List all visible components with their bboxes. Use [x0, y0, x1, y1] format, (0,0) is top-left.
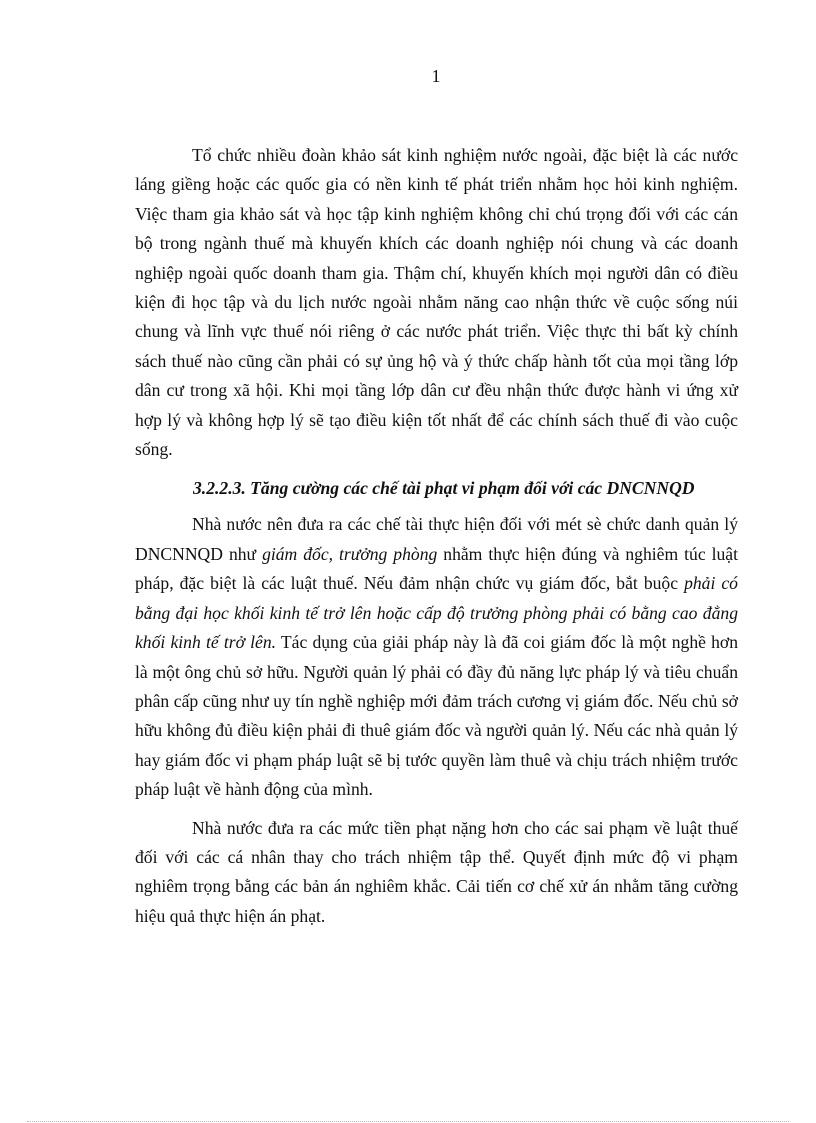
paragraph-intro: Tổ chức nhiều đoàn khảo sát kinh nghiệm nước ngoài, đặc biệt là các nước láng giềng hoặc các quốc gia có nền kinh tế phát triển nhằm học hỏi kinh nghiệm. Việc tham gia khảo sát và học tập kinh nghiệm không chỉ chú trọng đối với các cán bộ trong ngành thuế mà khuyến khích các doanh nghiệp nói chung và các doanh nghiệp ngoài quốc doanh tham gia. Thậm chí, khuyến khích mọi người dân có điều kiện đi học tập và du lịch nước ngoài nhằm năng cao nhận thức về cuộc sống núi chung và lĩnh vực thuế nói riêng ở các nước phát triển. Việc thực thi bất kỳ chính sách thuế nào cũng cần phải có sự ủng hộ và ý thức chấp hành tốt của mọi tầng lớp dân cư trong xã hội. Khi mọi tầng lớp dân cư đều nhận thức được hành vi ứng xử hợp lý và không hợp lý sẽ tạo điều kiện tốt nhất để các chính sách thuế đi vào cuộc sống. — [135, 145, 738, 460]
page-number: 1 — [431, 66, 441, 86]
page-bottom-rule — [27, 1121, 789, 1122]
italic-text: giám đốc, trưởng phòng — [262, 543, 438, 564]
paragraph-text: Nhà nước nên đưa ra các chế tài thực hiện đối với mét sè chức danh quản lý DNCNNQD như — [135, 514, 738, 564]
paragraph-text: nhằm thực hiện đúng và nghiêm túc luật pháp, đặc biệt là các luật thuế. Nếu đảm nhận chức vụ giám đốc, bắt buộc — [135, 543, 738, 594]
section-heading: 3.2.2.3. Tăng cường các chế tài phạt vi phạm đối với các DNCNNQD — [193, 478, 695, 499]
paragraph-penalties: Nhà nước đưa ra các mức tiền phạt nặng hơn cho các sai phạm về luật thuế đối với các cá nhân thay cho trách nhiệm tập thể. Quyết định mức độ vi phạm nghiêm trọng bằng các bản án nghiêm khắc. Cải tiến cơ chế xử án nhằm tăng cường hiệu quả thực hiện án phạt. — [135, 817, 738, 926]
paragraph-sanctions — [135, 510, 738, 804]
italic-text: phải có bằng đại học khối kinh tế trở lên hoặc cấp độ trưởng phòng phải có bằng cao đẳng khối kinh tế trở lên. — [135, 573, 738, 653]
paragraph-text: Tác dụng của giải pháp này là đã coi giám đốc là một nghề hơn là một ông chủ sở hữu. Người quản lý phải có đầy đủ năng lực pháp lý và tiêu chuẩn phân cấp cũng như uy tín nghề nghiệp mới đảm trách cương vị giám đốc. Nếu chủ sở hữu không đủ điều kiện phải đi thuê giám đốc và người quản lý. Nếu các nhà quản lý hay giám đốc vi phạm pháp luật sẽ bị tước quyền làm thuê và chịu trách nhiệm trước pháp luật về hành động của mình. — [135, 632, 739, 800]
document-body — [135, 141, 738, 931]
